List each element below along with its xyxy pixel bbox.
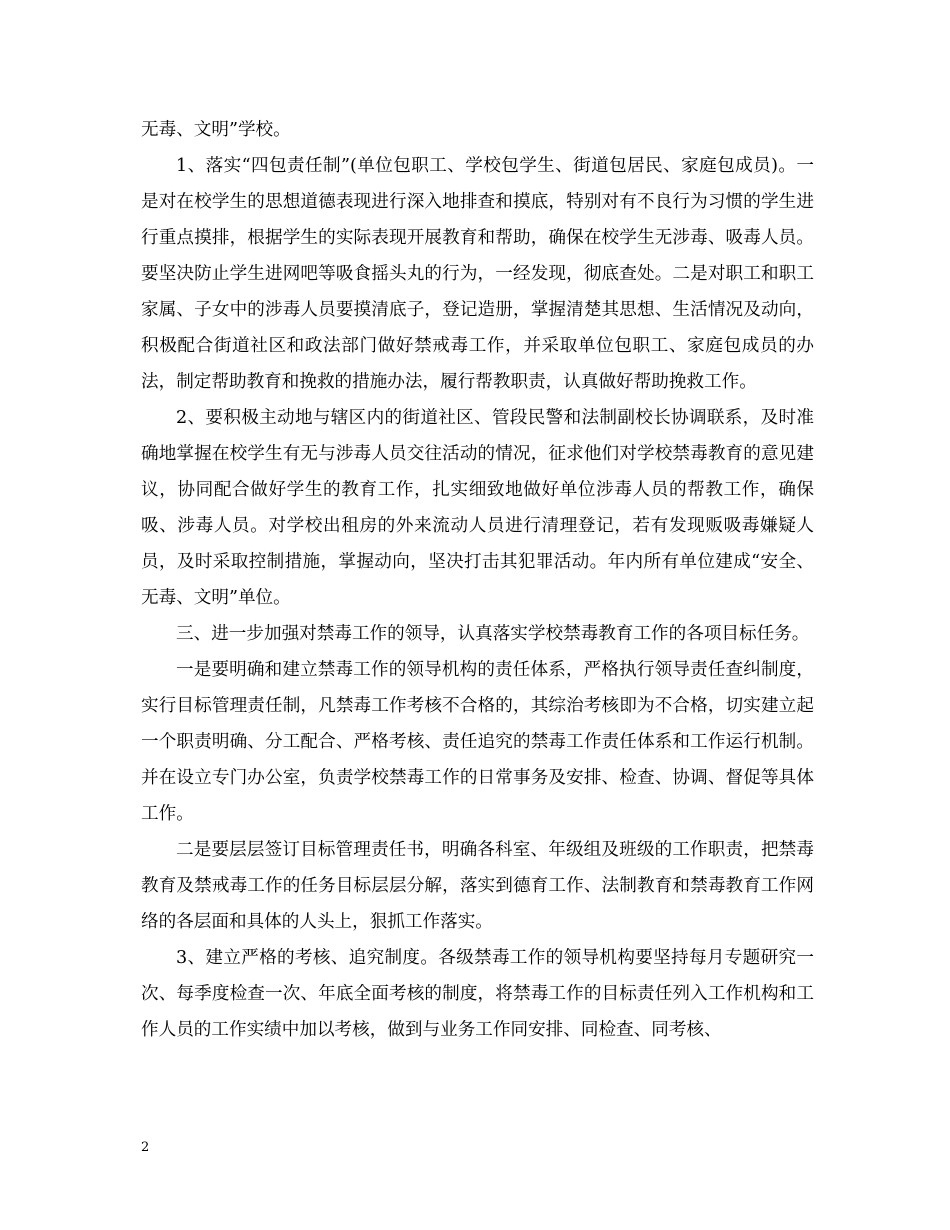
- body-text: [141, 112, 814, 1048]
- paragraph-point-2: 二是要层层签订目标管理责任书，明确各科室、年级组及班级的工作职责，把禁毒教育及禁戒毒工作的任务目标层层分解，落实到德育工作、法制教育和禁毒教育工作网络的各层面和具体的人头上，狠抓工作落实。: [141, 840, 814, 932]
- paragraph-item-3: 3、建立严格的考核、追究制度。各级禁毒工作的领导机构要坚持每月专题研究一次、每季度检查一次、年底全面考核的制度，将禁毒工作的目标责任列入工作机构和工作人员的工作实绩中加以考核，做到与业务工作同安排、同检查、同考核、: [141, 948, 814, 1040]
- paragraph-item-2: 2、要积极主动地与辖区内的街道社区、管段民警和法制副校长协调联系，及时准确地掌握在校学生有无与涉毒人员交往活动的情况，征求他们对学校禁毒教育的意见建议，协同配合做好学生的教育工作，扎实细致地做好单位涉毒人员的帮教工作，确保吸、涉毒人员。对学校出租房的外来流动人员进行清理登记，若有发现贩吸毒嫌疑人员，及时采取控制措施，掌握动向，坚决打击其犯罪活动。年内所有单位建成“安全、无毒、文明”单位。: [141, 408, 814, 608]
- page-number: 2: [141, 1140, 150, 1155]
- paragraph-continuation: 无毒、文明”学校。: [141, 120, 291, 140]
- paragraph-item-1: 1、落实“四包责任制”(单位包职工、学校包学生、街道包居民、家庭包成员)。一是对在校学生的思想道德表现进行深入地排查和摸底，特别对有不良行为习惯的学生进行重点摸排，根据学生的实际表现开展教育和帮助，确保在校学生无涉毒、吸毒人员。要坚决防止学生进网吧等吸食摇头丸的行为，一经发现，彻底查处。二是对职工和职工家属、子女中的涉毒人员要摸清底子，登记造册，掌握清楚其思想、生活情况及动向，积极配合街道社区和政法部门做好禁戒毒工作，并采取单位包职工、家庭包成员的办法，制定帮助教育和挽救的措施办法，履行帮教职责，认真做好帮助挽救工作。: [141, 156, 814, 392]
- paragraph-point-1: 一是要明确和建立禁毒工作的领导机构的责任体系，严格执行领导责任查纠制度，实行目标管理责任制，凡禁毒工作考核不合格的，其综治考核即为不合格，切实建立起一个职责明确、分工配合、严格考核、责任追究的禁毒工作责任体系和工作运行机制。并在设立专门办公室，负责学校禁毒工作的日常事务及安排、检查、协调、督促等具体工作。: [141, 660, 814, 824]
- paragraph-section-3-heading: 三、进一步加强对禁毒工作的领导，认真落实学校禁毒教育工作的各项目标任务。: [176, 624, 810, 644]
